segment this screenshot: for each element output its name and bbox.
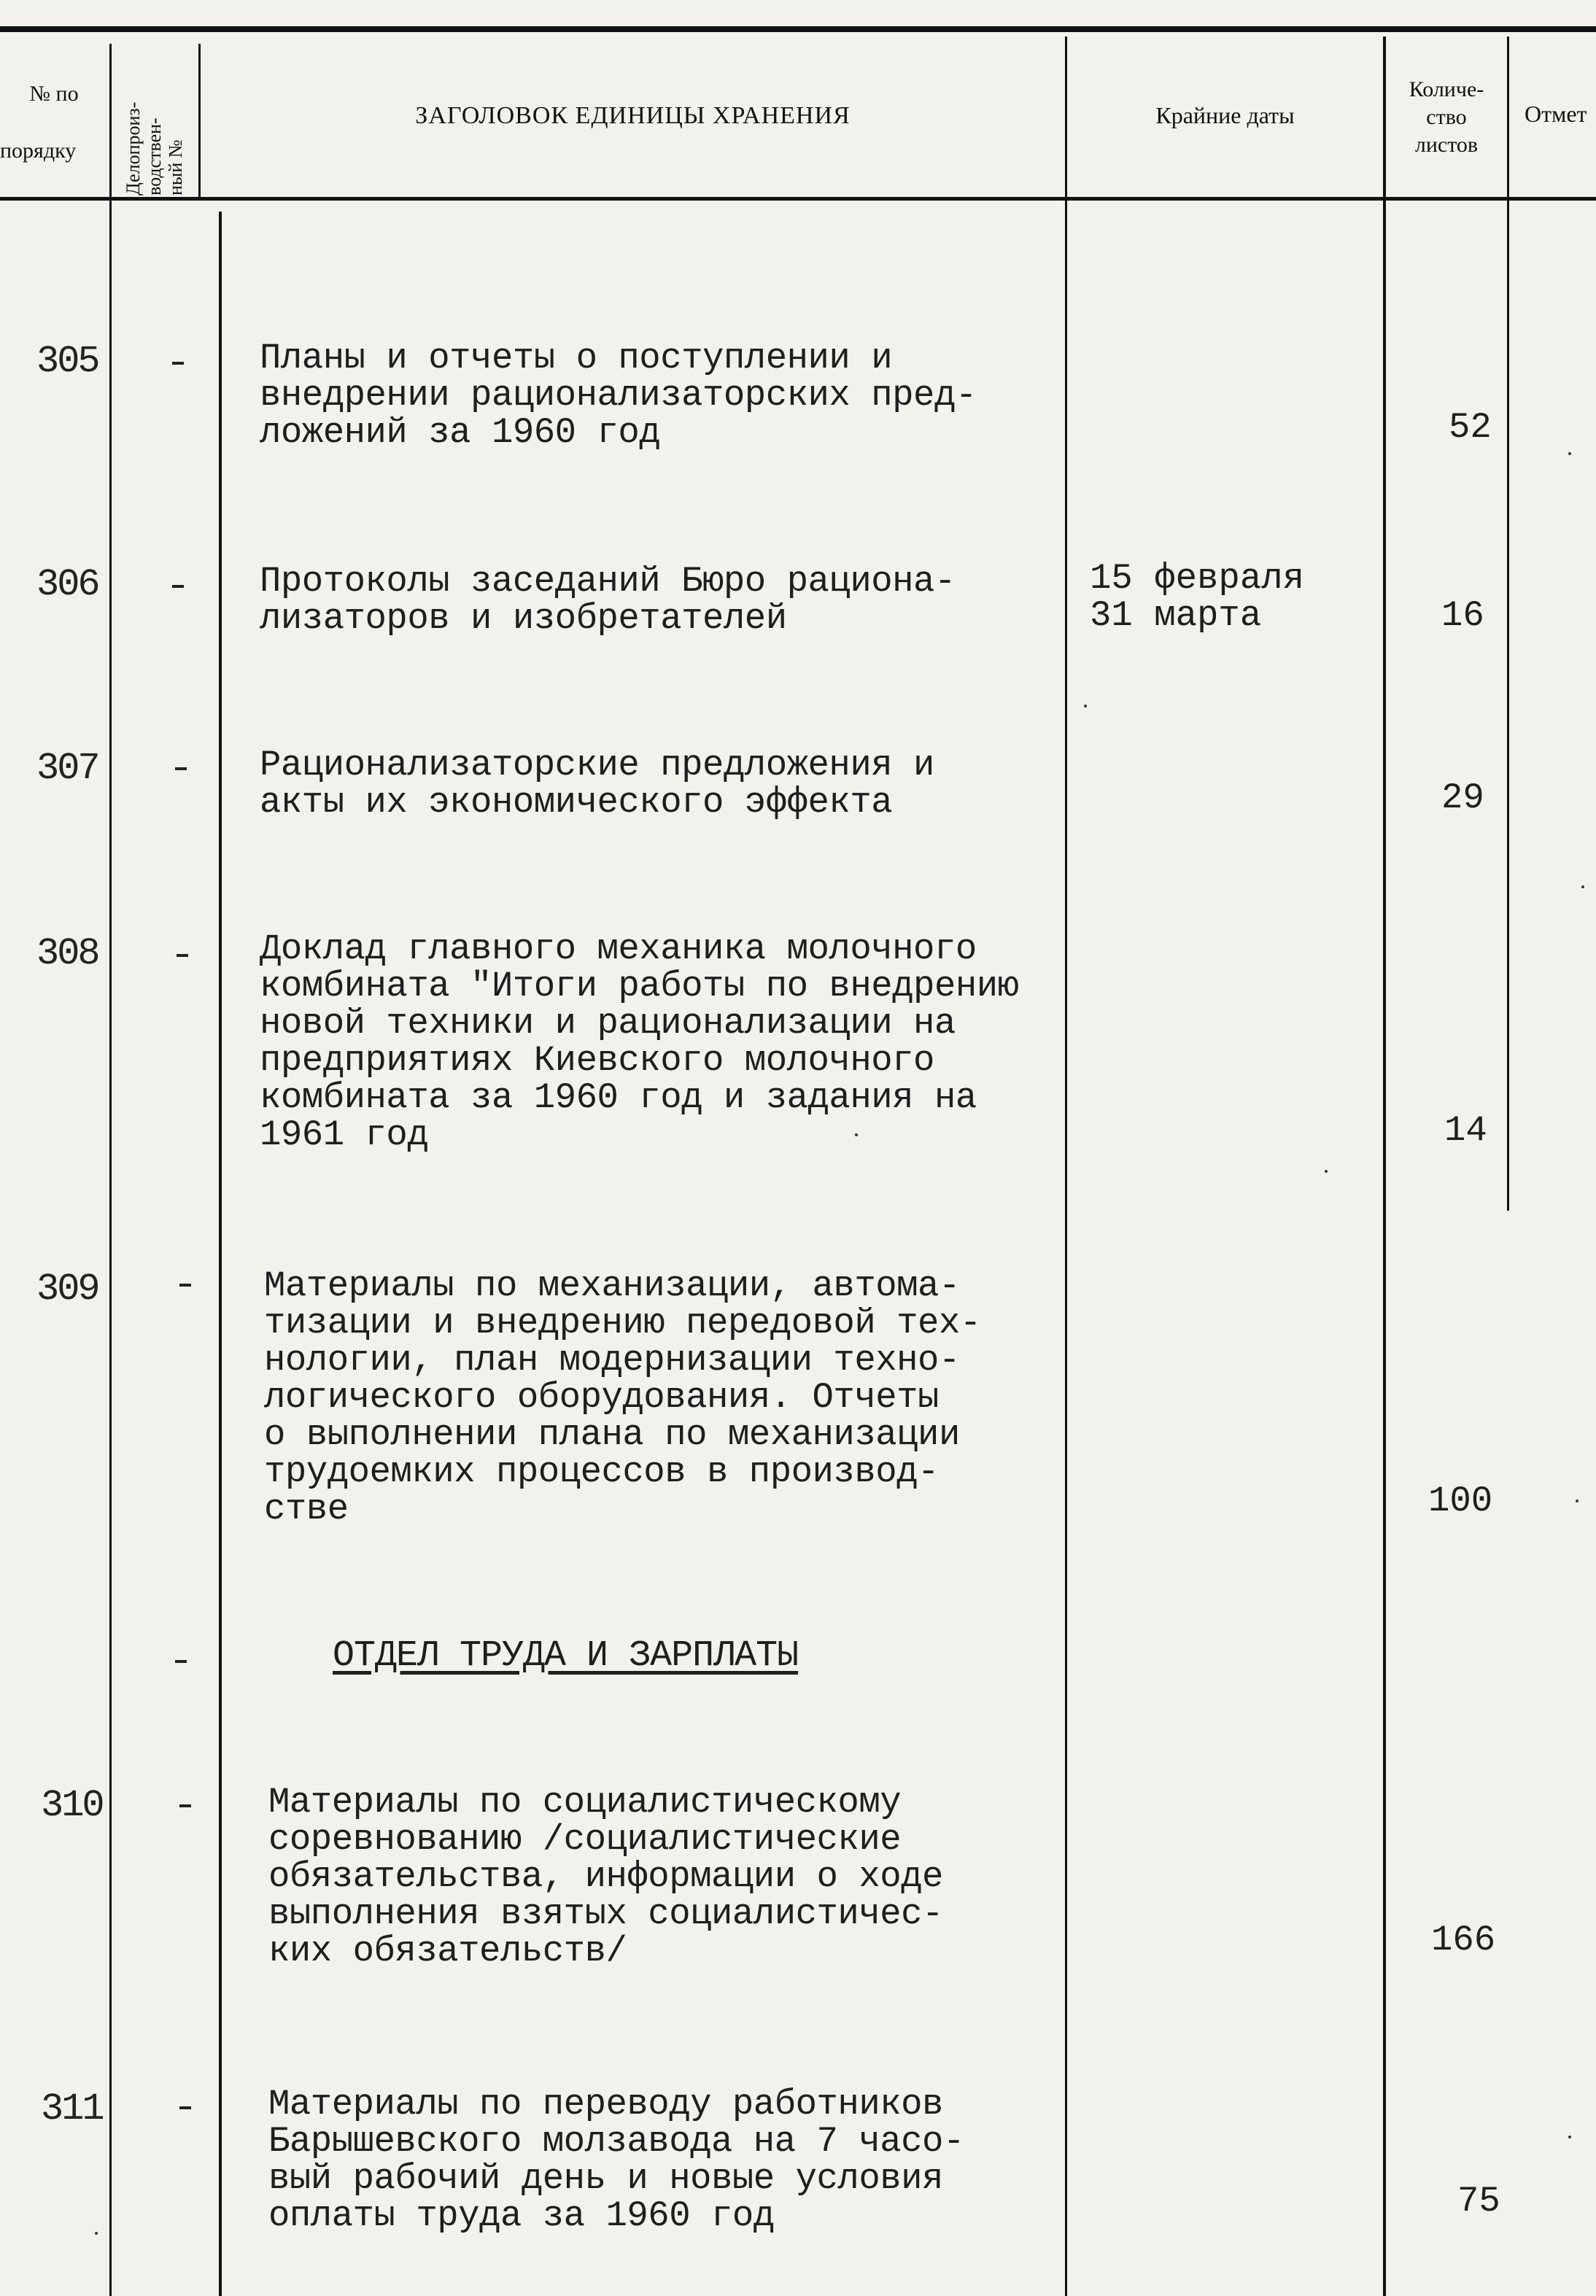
paper-speck — [1568, 452, 1571, 455]
row-title: Материалы по переводу работников Барышевского молзавода на 7 часо- вый рабочий день и новые условия оплаты труда за 1960 год — [268, 2084, 964, 2236]
header-case-number: Делопроиз- водствен- ный № — [123, 101, 186, 195]
header-sheets-line3: листов — [1414, 133, 1479, 157]
header-notes: Отмет — [1525, 101, 1587, 127]
header-number-label — [0, 82, 108, 106]
paper-speck — [1568, 2136, 1571, 2138]
row-title: Материалы по социалистическому соревнованию /социалистические обязательства, информации о ходе выполнения взятых социалистичес- ких обязательств/ — [268, 1782, 943, 1971]
row-title: Протоколы заседаний Бюро рациона- лизаторов и изобретателей — [260, 561, 956, 639]
case-number-dash — [172, 362, 184, 365]
row-sheets: 75 — [1457, 2181, 1500, 2222]
header-number-line2: порядку — [0, 139, 77, 163]
row-title: Рационализаторские предложения и акты их экономического эффекта — [260, 745, 934, 823]
row-sheets: 166 — [1431, 1920, 1496, 1960]
case-number-dash — [179, 1284, 191, 1287]
header-sheets-line1: Количе- — [1409, 77, 1484, 101]
paper-speck — [1581, 885, 1584, 888]
row-title: Доклад главного механика молочного комбината "Итоги работы по внедрению новой техники и рационализации на предприятиях Киевского молочного комбината за 1960 год и задания на 1961 год — [260, 928, 1019, 1155]
section-case-number-dash — [175, 1660, 187, 1663]
paper-speck — [1325, 1170, 1328, 1173]
column-divider-5 — [1507, 36, 1509, 1211]
header-sheets — [1386, 76, 1507, 159]
column-divider-1 — [109, 44, 112, 2296]
row-number: 308 — [36, 932, 98, 975]
row-title: Планы и отчеты о поступлении и внедрении рационализаторских пред- ложений за 1960 год — [260, 338, 977, 453]
row-title: Материалы по механизации, автома- тизации и внедрению передовой тех- нологии, план модернизации техно- логического оборудования. Отчеты о выполнении плана по механизации трудоемких процессов в производ- стве — [264, 1265, 981, 1529]
case-number-dash — [172, 585, 184, 588]
row-number: 307 — [36, 747, 98, 790]
paper-speck — [95, 2232, 98, 2235]
row-number: 306 — [36, 563, 98, 606]
row-sheets: 14 — [1444, 1110, 1487, 1151]
row-number: 310 — [41, 1784, 103, 1827]
section-heading: ОТДЕЛ ТРУДА И ЗАРПЛАТЫ — [333, 1635, 799, 1677]
top-rule — [0, 26, 1596, 32]
column-divider-4 — [1383, 36, 1386, 2296]
row-sheets: 16 — [1441, 595, 1484, 636]
paper-speck — [1576, 1500, 1578, 1502]
case-number-dash — [177, 954, 188, 957]
header-number-line1: № по — [29, 82, 79, 106]
header-dates: Крайние даты — [1155, 102, 1295, 128]
row-sheets: 52 — [1449, 407, 1492, 448]
header-bottom-rule — [0, 197, 1596, 201]
row-sheets: 29 — [1441, 777, 1484, 818]
case-number-dash — [179, 2106, 191, 2109]
column-divider-2-body — [219, 212, 222, 2296]
case-number-dash — [179, 1804, 191, 1807]
header-sheets-line2: ство — [1426, 105, 1467, 129]
case-number-dash — [175, 767, 187, 770]
column-divider-3 — [1065, 36, 1067, 2296]
row-number: 311 — [41, 2087, 103, 2130]
paper-speck — [855, 1133, 858, 1136]
row-number: 309 — [36, 1268, 98, 1311]
row-dates: 15 февраля 31 марта — [1090, 558, 1305, 636]
header-title: ЗАГОЛОВОК ЕДИНИЦЫ ХРАНЕНИЯ — [415, 102, 851, 129]
paper-speck — [1084, 705, 1087, 707]
row-sheets: 100 — [1428, 1481, 1493, 1521]
row-number: 305 — [36, 340, 98, 383]
header-order-label — [0, 139, 76, 163]
